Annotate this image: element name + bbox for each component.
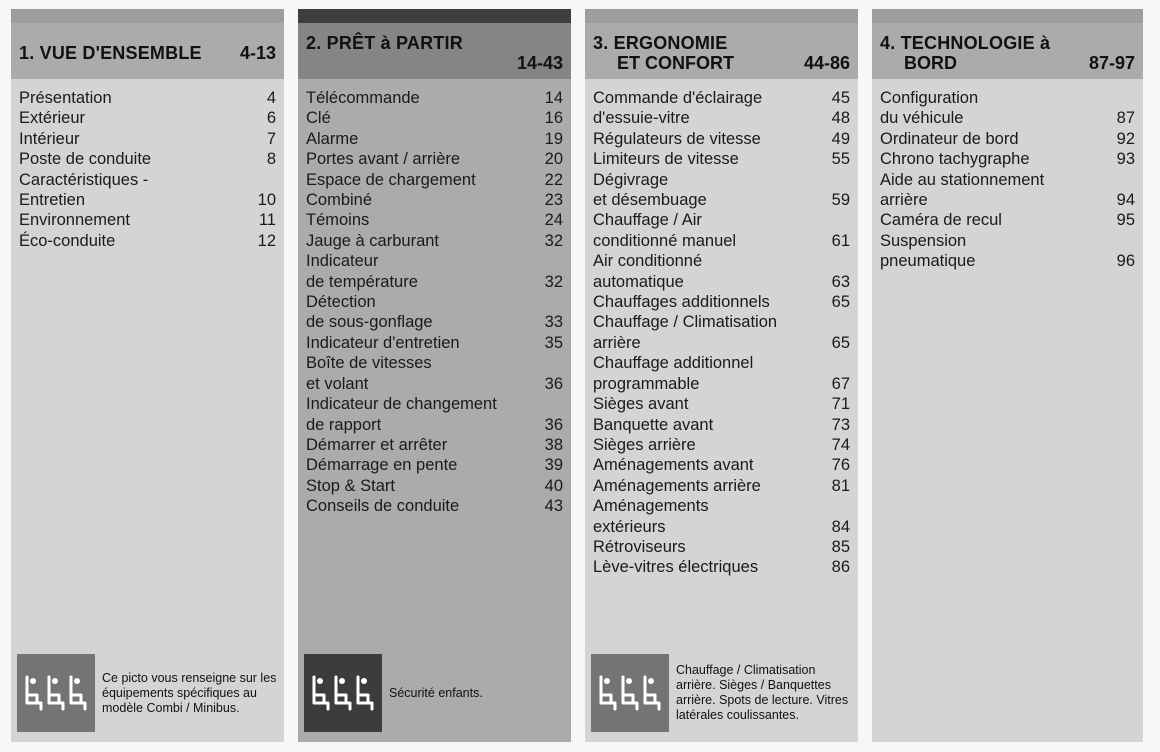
toc-entry-page: 49 bbox=[831, 129, 850, 148]
section-title-line2: BORD bbox=[904, 53, 957, 73]
toc-entry-page: 32 bbox=[544, 231, 563, 250]
toc-entry-page: 4 bbox=[266, 89, 276, 107]
toc-entry[interactable] bbox=[19, 108, 276, 128]
column-top-bar bbox=[11, 9, 284, 23]
toc-entry-label: Stop & Start bbox=[306, 476, 395, 495]
toc-entry-label: Extérieur bbox=[19, 109, 86, 128]
toc-entry[interactable] bbox=[19, 129, 276, 149]
toc-entry[interactable] bbox=[306, 251, 563, 292]
toc-entry-page: 8 bbox=[266, 150, 276, 169]
toc-entry-label: Configuration du véhicule bbox=[880, 89, 979, 128]
toc-entry-label: Présentation bbox=[19, 89, 112, 107]
toc-entry-page: 96 bbox=[1116, 252, 1135, 271]
toc-entry[interactable] bbox=[19, 231, 276, 251]
toc-entry-label: Conseils de conduite bbox=[306, 497, 460, 516]
toc-entry-label: Témoins bbox=[306, 211, 370, 230]
section-column-2 bbox=[298, 9, 571, 742]
pictogram-note bbox=[591, 654, 852, 732]
toc-list bbox=[872, 79, 1143, 272]
toc-entry[interactable] bbox=[306, 108, 563, 128]
section-title: 2. PRÊT à PARTIR bbox=[306, 33, 463, 53]
toc-entry[interactable] bbox=[880, 170, 1135, 211]
toc-entry-page: 63 bbox=[831, 272, 850, 291]
toc-entry[interactable] bbox=[593, 251, 850, 292]
toc-entry-label: Ordinateur de bord bbox=[880, 129, 1019, 148]
toc-entry[interactable] bbox=[306, 292, 563, 333]
toc-entry[interactable] bbox=[306, 170, 563, 190]
toc-entry-label: Commande d'éclairage bbox=[593, 89, 763, 107]
toc-entry-page: 48 bbox=[831, 109, 850, 128]
toc-entry-page: 16 bbox=[544, 109, 563, 128]
toc-entry[interactable] bbox=[593, 292, 850, 312]
toc-entry[interactable] bbox=[593, 537, 850, 557]
toc-entry-label: Dégivrage et désembuage bbox=[593, 170, 707, 210]
toc-entry-page: 19 bbox=[544, 129, 563, 148]
toc-entry[interactable] bbox=[593, 129, 850, 149]
toc-entry[interactable] bbox=[593, 353, 850, 394]
column-top-bar bbox=[298, 9, 571, 23]
section-column-4 bbox=[872, 9, 1143, 742]
section-header bbox=[298, 23, 571, 79]
toc-entry-label: Jauge à carburant bbox=[306, 231, 440, 250]
toc-entry[interactable] bbox=[593, 170, 850, 211]
section-title: 1. VUE D'ENSEMBLE bbox=[19, 43, 202, 63]
toc-entry-page: 95 bbox=[1116, 211, 1135, 230]
toc-entry-label: Chauffages additionnels bbox=[593, 293, 770, 312]
toc-entry[interactable] bbox=[593, 149, 850, 169]
toc-entry[interactable] bbox=[593, 415, 850, 435]
toc-entry-page: 65 bbox=[831, 333, 850, 352]
toc-entry-label: Boîte de vitesses et volant bbox=[306, 354, 432, 393]
toc-entry[interactable] bbox=[19, 170, 276, 211]
toc-entry-page: 84 bbox=[831, 517, 850, 536]
toc-entry-label: d'essuie-vitre bbox=[593, 109, 690, 128]
toc-entry-page: 33 bbox=[544, 313, 563, 332]
toc-entry-page: 71 bbox=[831, 395, 850, 414]
toc-entry-page: 40 bbox=[544, 476, 563, 495]
toc-entry-label: Sièges arrière bbox=[593, 435, 696, 454]
toc-entry[interactable] bbox=[593, 210, 850, 251]
toc-entry-label: Alarme bbox=[306, 129, 359, 148]
toc-entry-label: Chauffage additionnel programmable bbox=[593, 354, 754, 393]
toc-entry-label: Air conditionné automatique bbox=[593, 252, 703, 291]
toc-entry-label: Poste de conduite bbox=[19, 150, 152, 169]
toc-entry-label: Caractéristiques - Entretien bbox=[19, 170, 149, 210]
toc-entry[interactable] bbox=[306, 476, 563, 496]
toc-entry[interactable] bbox=[593, 476, 850, 496]
toc-entry-label: Indicateur de température bbox=[306, 252, 418, 291]
toc-entry-label: Portes avant / arrière bbox=[306, 150, 461, 169]
section-header bbox=[585, 23, 858, 79]
pictogram-note-text: Sécurité enfants. bbox=[389, 685, 483, 700]
toc-entry-label: Espace de chargement bbox=[306, 170, 476, 189]
toc-entry-page: 6 bbox=[266, 109, 276, 128]
toc-entry-label: Démarrer et arrêter bbox=[306, 435, 448, 454]
section-title-line2: ET CONFORT bbox=[617, 53, 734, 73]
toc-entry[interactable] bbox=[306, 231, 563, 251]
toc-entry[interactable] bbox=[306, 496, 563, 516]
toc-entry[interactable] bbox=[593, 312, 850, 353]
toc-entry-page: 45 bbox=[831, 89, 850, 107]
toc-entry[interactable] bbox=[593, 394, 850, 414]
toc-entry-page: 12 bbox=[257, 231, 276, 250]
section-page-range[interactable]: 14-43 bbox=[516, 53, 563, 73]
toc-entry-label: Démarrage en pente bbox=[306, 456, 458, 475]
toc-entry-label: Régulateurs de vitesse bbox=[593, 129, 761, 148]
toc-entry-page: 86 bbox=[831, 558, 850, 577]
toc-entry-page: 92 bbox=[1116, 129, 1135, 148]
toc-entry-label: Chauffage / Climatisation arrière bbox=[593, 313, 778, 352]
toc-entry[interactable] bbox=[19, 88, 276, 108]
toc-entry[interactable] bbox=[306, 394, 563, 435]
toc-entry-label: Indicateur d'entretien bbox=[306, 333, 460, 352]
child-seats-icon bbox=[304, 654, 382, 732]
toc-entry-page: 55 bbox=[831, 150, 850, 169]
toc-entry[interactable] bbox=[593, 455, 850, 475]
toc-entry-label: Aide au stationnement arrière bbox=[880, 170, 1045, 210]
toc-entry-page: 59 bbox=[831, 191, 850, 210]
toc-entry-page: 11 bbox=[258, 211, 276, 230]
toc-entry-page: 85 bbox=[831, 537, 850, 556]
toc-entry-label: Caméra de recul bbox=[880, 211, 1002, 230]
toc-entry-page: 7 bbox=[266, 129, 276, 148]
toc-entry-label: Lève-vitres électriques bbox=[593, 558, 759, 577]
toc-entry[interactable] bbox=[593, 435, 850, 455]
toc-entry-label: Aménagements arrière bbox=[593, 476, 761, 495]
toc-entry-page: 35 bbox=[544, 333, 563, 352]
toc-entry-page: 81 bbox=[831, 476, 850, 495]
pictogram-note-text: Ce picto vous renseigne sur les équipements spécifiques au modèle Combi / Minibus. bbox=[102, 670, 277, 715]
toc-entry-label: Banquette avant bbox=[593, 415, 714, 434]
toc-entry-page: 14 bbox=[544, 89, 563, 107]
toc-entry[interactable] bbox=[306, 353, 563, 394]
section-page-range[interactable]: 44-86 bbox=[803, 53, 850, 73]
toc-entry-page: 65 bbox=[831, 293, 850, 312]
toc-entry[interactable] bbox=[880, 210, 1135, 230]
section-header bbox=[11, 23, 284, 79]
toc-entry-page: 74 bbox=[831, 435, 850, 454]
toc-entry-label: Détection de sous-gonflage bbox=[306, 293, 433, 332]
section-header bbox=[872, 23, 1143, 79]
toc-entry-page: 87 bbox=[1116, 109, 1135, 128]
toc-entry-page: 73 bbox=[831, 415, 850, 434]
toc-entry[interactable] bbox=[880, 149, 1135, 169]
pictogram-note bbox=[17, 654, 278, 732]
toc-entry-page: 36 bbox=[544, 374, 563, 393]
toc-entry[interactable] bbox=[306, 435, 563, 455]
toc-entry-page: 20 bbox=[544, 150, 563, 169]
toc-entry-page: 22 bbox=[544, 170, 563, 189]
child-seats-icon bbox=[591, 654, 669, 732]
toc-entry[interactable] bbox=[306, 210, 563, 230]
toc-entry-page: 76 bbox=[831, 456, 850, 475]
section-title: 3. ERGONOMIE bbox=[593, 33, 728, 53]
toc-entry[interactable] bbox=[306, 333, 563, 353]
toc-list bbox=[298, 79, 571, 517]
toc-entry[interactable] bbox=[593, 108, 850, 128]
toc-entry-label: Chauffage / Air conditionné manuel bbox=[593, 211, 737, 250]
toc-entry[interactable] bbox=[306, 129, 563, 149]
toc-entry-page: 38 bbox=[544, 435, 563, 454]
toc-entry[interactable] bbox=[306, 149, 563, 169]
toc-entry-page: 36 bbox=[544, 415, 563, 434]
toc-entry-page: 93 bbox=[1116, 150, 1135, 169]
toc-entry-label: Intérieur bbox=[19, 129, 80, 148]
toc-entry-page: 10 bbox=[257, 191, 276, 210]
toc-entry[interactable] bbox=[593, 496, 850, 537]
toc-entry-label: Suspension pneumatique bbox=[880, 231, 976, 271]
toc-entry-label: Aménagements extérieurs bbox=[593, 497, 709, 536]
toc-entry-label: Éco-conduite bbox=[19, 231, 116, 250]
toc-entry[interactable] bbox=[19, 210, 276, 230]
toc-entry-label: Environnement bbox=[19, 211, 130, 230]
toc-entry-page: 32 bbox=[544, 272, 563, 291]
section-column-3 bbox=[585, 9, 858, 742]
toc-entry-label: Indicateur de changement de rapport bbox=[306, 395, 497, 434]
toc-entry[interactable] bbox=[593, 88, 850, 108]
toc-entry-label: Combiné bbox=[306, 191, 373, 210]
toc-entry[interactable] bbox=[19, 149, 276, 169]
section-title: 4. TECHNOLOGIE à bbox=[880, 33, 1051, 53]
column-top-bar bbox=[585, 9, 858, 23]
column-top-bar bbox=[872, 9, 1143, 23]
toc-entry-label: Rétroviseurs bbox=[593, 537, 686, 556]
toc-entry-label: Aménagements avant bbox=[593, 456, 754, 475]
pictogram-note bbox=[304, 654, 565, 732]
toc-entry[interactable] bbox=[306, 455, 563, 475]
toc-entry[interactable] bbox=[306, 190, 563, 210]
pictogram-note-text: Chauffage / Climatisation arrière. Sièges / Banquettes arrière. Spots de lecture. Vitres latérales coulissantes. bbox=[676, 663, 849, 722]
toc-entry-page: 67 bbox=[831, 374, 850, 393]
toc-entry-page: 24 bbox=[544, 211, 563, 230]
toc-entry-label: Clé bbox=[306, 109, 331, 128]
toc-entry-label: Limiteurs de vitesse bbox=[593, 150, 739, 169]
toc-entry-page: 23 bbox=[544, 191, 563, 210]
section-page-range[interactable]: 4-13 bbox=[239, 43, 276, 63]
toc-entry[interactable] bbox=[306, 88, 563, 108]
toc-entry-page: 43 bbox=[544, 497, 563, 516]
toc-entry-label: Sièges avant bbox=[593, 395, 689, 414]
section-column-1 bbox=[11, 9, 284, 742]
toc-entry[interactable] bbox=[880, 129, 1135, 149]
toc-entry-page: 61 bbox=[831, 231, 850, 250]
toc-list bbox=[11, 79, 284, 251]
toc-entry[interactable] bbox=[880, 231, 1135, 272]
toc-entry-label: Chrono tachygraphe bbox=[880, 150, 1030, 169]
toc-entry[interactable] bbox=[593, 557, 850, 577]
toc-entry-page: 39 bbox=[544, 456, 563, 475]
child-seats-icon bbox=[17, 654, 95, 732]
toc-list bbox=[585, 79, 858, 578]
toc-entry-label: Télécommande bbox=[306, 89, 420, 107]
section-page-range[interactable]: 87-97 bbox=[1088, 53, 1135, 73]
toc-entry-page: 94 bbox=[1116, 191, 1135, 210]
toc-entry[interactable] bbox=[880, 88, 1135, 129]
